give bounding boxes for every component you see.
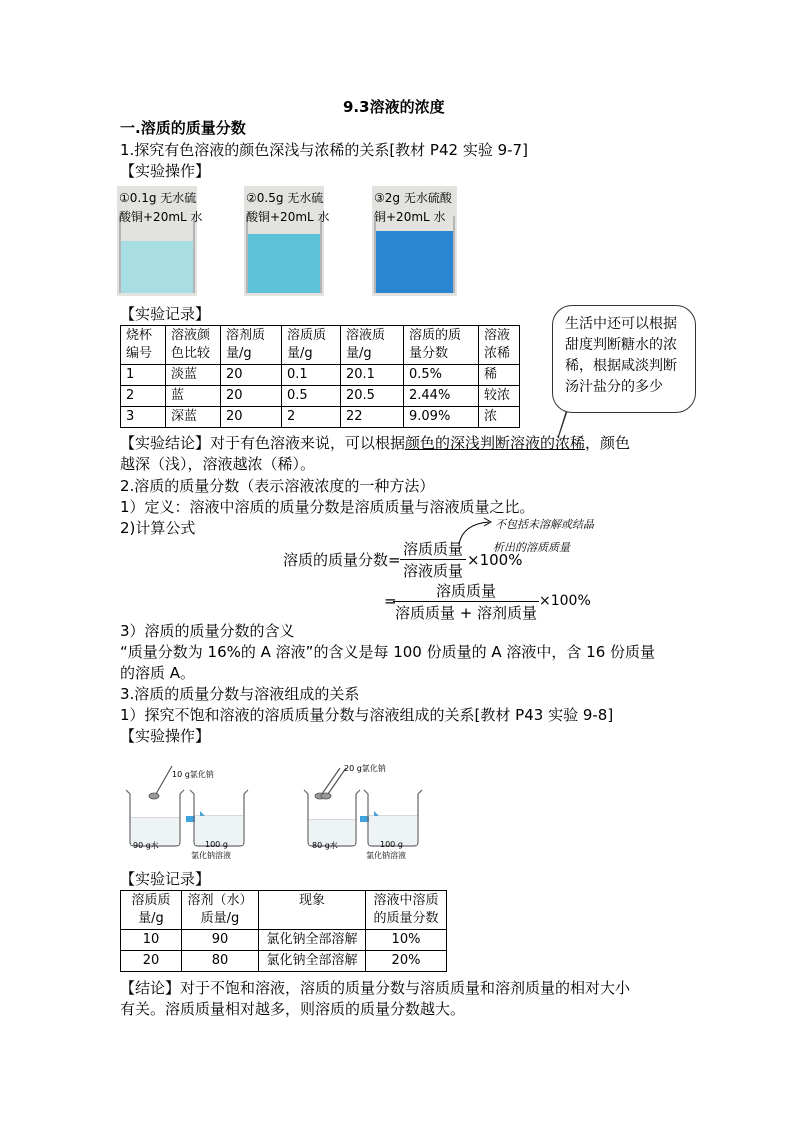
table-cell: 0.5 <box>282 386 341 407</box>
meaning-line1: “质量分数为 16%的 A 溶液”的含义是每 100 份质量的 A 溶液中，含 16 份质量 <box>120 643 656 661</box>
photo-3-caption-line1: ③2g 无水硫酸 <box>374 191 452 205</box>
header-cell: 溶质质 <box>131 893 171 908</box>
section-heading-1: 一.溶质的质量分数 <box>120 119 246 137</box>
table-cell: 9.09% <box>404 407 479 428</box>
table-cell: 90 <box>182 930 259 951</box>
beaker-photo-2 <box>244 186 330 296</box>
formula-times-1: ×100% <box>467 551 523 569</box>
photo-1-caption-line1: ①0.1g 无水硫 <box>119 191 197 205</box>
page-title: 9.3溶液的浓度 <box>343 98 445 116</box>
header-cell: 量/g <box>287 346 313 361</box>
experiment-record-label-2: 【实验记录】 <box>120 870 211 888</box>
table-cell: 淡蓝 <box>166 365 221 386</box>
table-row <box>121 951 447 972</box>
formula-note-line1: 不包括未溶解或结晶 <box>495 518 594 531</box>
table-cell: 3 <box>121 407 166 428</box>
definition-text: 1）定义：溶液中溶质的质量分数是溶质质量与溶液质量之比。 <box>120 498 535 516</box>
header-cell: 浓稀 <box>484 346 511 361</box>
table-cell: 浓 <box>479 407 520 428</box>
nacl-solution-table <box>120 890 447 972</box>
fraction-2 <box>393 580 539 623</box>
meaning-line2: 的溶质 A。 <box>120 664 196 682</box>
table-cell: 20 <box>221 407 282 428</box>
conclusion-1-line2: 越深（浅），溶液越浓（稀）。 <box>120 455 316 473</box>
table-cell: 2 <box>282 407 341 428</box>
table-cell: 稀 <box>479 365 520 386</box>
experiment-record-label: 【实验记录】 <box>120 305 211 323</box>
header-cell: 量分数 <box>409 346 449 361</box>
header-cell: 溶液 <box>484 328 511 343</box>
fraction-1-denominator: 溶液质量 <box>400 559 466 581</box>
header-cell: 溶剂质 <box>226 328 266 343</box>
formula-times-2: ×100% <box>539 593 591 609</box>
table-cell: 氯化钠全部溶解 <box>259 930 366 951</box>
header-cell: 质量/g <box>200 911 240 926</box>
conclusion-1-line1 <box>120 433 630 453</box>
table-cell: 深蓝 <box>166 407 221 428</box>
color-concentration-table <box>120 325 520 428</box>
table-cell: 20.5 <box>341 386 404 407</box>
item-3-text: 3.溶质的质量分数与溶液组成的关系 <box>120 685 360 703</box>
table-row <box>121 930 447 951</box>
table-cell: 2 <box>121 386 166 407</box>
table-cell: 0.5% <box>404 365 479 386</box>
table-cell: 2.44% <box>404 386 479 407</box>
table-cell: 10% <box>366 930 447 951</box>
beaker-photo-1 <box>117 186 203 296</box>
experiment-operation-label: 【实验操作】 <box>120 162 211 180</box>
right-result-label-1: 100 g <box>380 840 403 849</box>
table-cell: 20.1 <box>341 365 404 386</box>
experiment-operation-label-2: 【实验操作】 <box>120 727 211 745</box>
meaning-label: 3）溶质的质量分数的含义 <box>120 622 295 640</box>
header-cell: 量/g <box>138 911 164 926</box>
header-cell: 量/g <box>346 346 372 361</box>
table-cell: 20% <box>366 951 447 972</box>
right-result-label-2: 氯化钠溶液 <box>366 851 406 860</box>
header-cell: 溶液质 <box>346 328 386 343</box>
photo-2-caption-line2: 酸铜+20mL 水 <box>246 210 330 224</box>
header-cell: 溶质的质 <box>409 328 462 343</box>
table-header-row <box>121 891 447 930</box>
table-cell: 22 <box>341 407 404 428</box>
fraction-1-numerator: 溶质质量 <box>402 540 463 558</box>
table-header-row <box>121 326 520 365</box>
header-cell: 溶液颜 <box>171 328 211 343</box>
tip-bubble: 生活中还可以根据甜度判断糖水的浓稀，根据咸淡判断汤汁盐分的多少 <box>552 305 696 413</box>
left-result-label-1: 100 g <box>205 840 228 849</box>
right-water-label: 80 g水 <box>312 841 338 850</box>
table-cell: 较浓 <box>479 386 520 407</box>
item-2-text: 2.溶质的质量分数（表示溶液浓度的一种方法） <box>120 477 435 495</box>
header-cell: 溶剂（水） <box>187 893 253 908</box>
photo-2-caption-line1: ②0.5g 无水硫 <box>246 191 324 205</box>
header-cell: 现象 <box>298 893 325 908</box>
table-cell: 1 <box>121 365 166 386</box>
formula-lhs: 溶质的质量分数= <box>283 551 401 569</box>
table-cell: 0.1 <box>282 365 341 386</box>
beaker-photo-3 <box>372 186 457 296</box>
header-cell: 色比较 <box>171 346 211 361</box>
table-row <box>121 407 520 428</box>
table-cell: 20 <box>121 951 182 972</box>
conclusion-2-line1: 【结论】对于不饱和溶液，溶质的质量分数与溶质质量和溶剂质量的相对大小 <box>120 979 631 997</box>
item-1-text: 1.探究有色溶液的颜色深浅与浓稀的关系[教材 P42 实验 9-7] <box>120 141 528 159</box>
conclusion-1-prefix: 【实验结论】对于有色溶液来说，可以根据 <box>120 434 406 452</box>
header-cell: 编号 <box>126 346 153 361</box>
conclusion-1-suffix: ，颜色 <box>585 434 631 452</box>
table-row <box>121 386 520 407</box>
header-cell: 烧杯 <box>126 328 153 343</box>
photo-1-caption-line2: 酸铜+20mL 水 <box>119 210 203 224</box>
fraction-2-denominator: 溶质质量 + 溶剂质量 <box>393 601 539 623</box>
formula-equals: = <box>384 592 397 610</box>
left-water-label: 90 g水 <box>133 841 159 850</box>
header-cell: 量/g <box>226 346 252 361</box>
formula-label: 2)计算公式 <box>120 519 196 537</box>
conclusion-2-line2: 有关。溶质质量相对越多，则溶质的质量分数越大。 <box>120 1000 466 1018</box>
item-3-1-text: 1）探究不饱和溶液的溶质质量分数与溶液组成的关系[教材 P43 实验 9-8] <box>120 706 614 724</box>
table-cell: 蓝 <box>166 386 221 407</box>
fraction-2-numerator: 溶质质量 <box>435 582 496 600</box>
table-cell: 80 <box>182 951 259 972</box>
table-cell: 20 <box>221 386 282 407</box>
header-cell: 的质量分数 <box>373 911 439 926</box>
right-salt-label: 20 g氯化钠 <box>344 764 386 773</box>
table-cell: 10 <box>121 930 182 951</box>
table-row <box>121 365 520 386</box>
formula-note-line2: 析出的溶质质量 <box>493 541 570 554</box>
table-cell: 氯化钠全部溶解 <box>259 951 366 972</box>
photo-3-caption-line2: 铜+20mL 水 <box>374 210 446 224</box>
header-cell: 溶质质 <box>287 328 327 343</box>
conclusion-1-underlined: 颜色的深浅判断溶液的浓稀 <box>405 434 586 452</box>
left-salt-label: 10 g氯化钠 <box>172 770 214 779</box>
left-result-label-2: 氯化钠溶液 <box>191 851 231 860</box>
header-cell: 溶液中溶质 <box>373 893 439 908</box>
table-cell: 20 <box>221 365 282 386</box>
